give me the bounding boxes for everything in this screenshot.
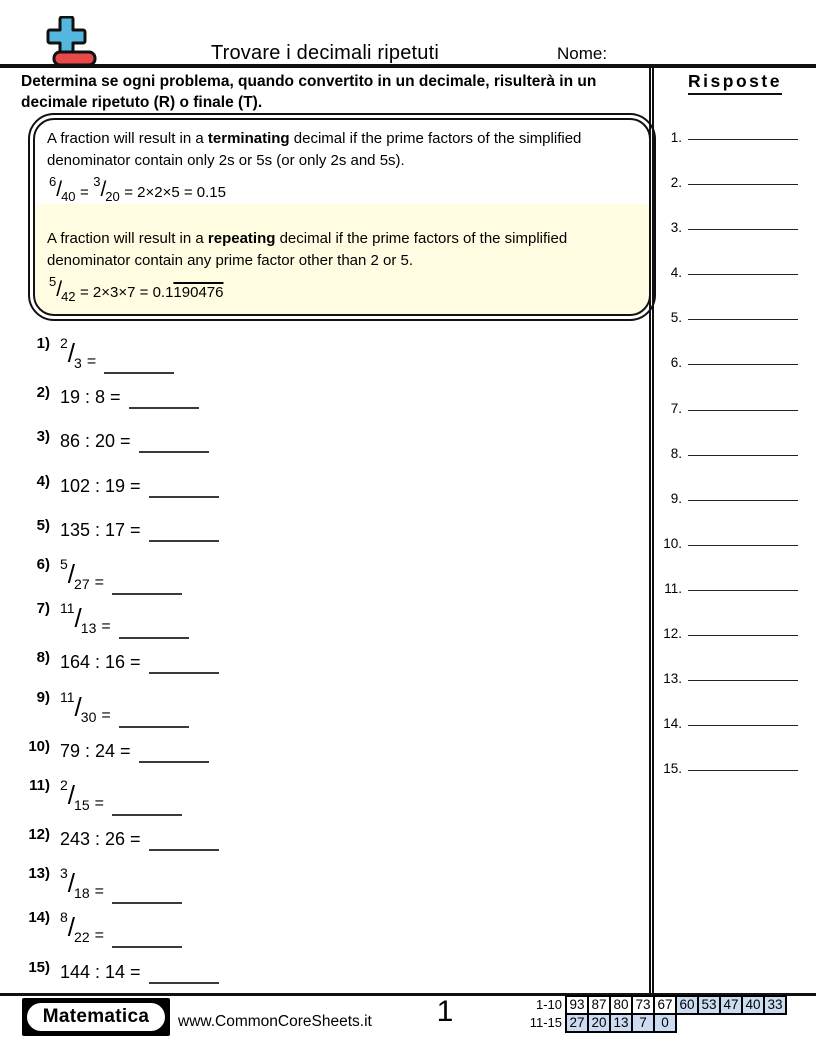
answer-line bbox=[688, 620, 798, 636]
problem-row bbox=[20, 334, 400, 378]
score-cell: 13 bbox=[609, 1013, 633, 1033]
repeating-example bbox=[49, 274, 637, 304]
answer-number: 9. bbox=[670, 490, 682, 506]
answer-number: 15. bbox=[663, 761, 682, 777]
answer-row bbox=[656, 385, 806, 430]
score-cell: 93 bbox=[565, 995, 589, 1015]
equals-sign: = bbox=[94, 883, 104, 901]
fraction-slash: / bbox=[67, 912, 75, 943]
answer-line bbox=[688, 124, 798, 140]
terminating-rule: A fraction will result in a terminating decimal if the prime factors of the simplified denominator contain only 2s or 5s (or only 2s and 5s). bbox=[47, 130, 582, 169]
fraction-denominator: 3 bbox=[74, 355, 82, 371]
answers-list bbox=[656, 114, 806, 790]
fraction-numerator: 2 bbox=[60, 335, 68, 351]
fraction-slash: / bbox=[56, 178, 62, 201]
answer-number: 7. bbox=[670, 400, 682, 416]
answer-row bbox=[656, 565, 806, 610]
answer-line bbox=[688, 304, 798, 320]
info-box bbox=[28, 113, 656, 321]
problem-row bbox=[20, 378, 400, 422]
problem-number: 2) bbox=[36, 384, 50, 402]
answer-row bbox=[656, 475, 806, 520]
problem-row bbox=[20, 908, 400, 952]
problem-row bbox=[20, 422, 400, 466]
answer-line bbox=[688, 395, 798, 411]
fraction-numerator: 3 bbox=[93, 174, 101, 189]
answer-row bbox=[656, 159, 806, 204]
equals-sign: = bbox=[94, 927, 104, 945]
answer-row bbox=[656, 430, 806, 475]
answers-column-divider bbox=[649, 68, 654, 995]
fraction-slash: / bbox=[67, 558, 75, 589]
score-cell: 40 bbox=[741, 995, 765, 1015]
fraction-numerator: 2 bbox=[60, 776, 68, 793]
answer-blank bbox=[104, 372, 174, 374]
score-cell: 7 bbox=[631, 1013, 655, 1033]
problem-number: 13) bbox=[28, 865, 50, 883]
fraction-denominator: 40 bbox=[61, 189, 76, 204]
fraction-numerator: 11 bbox=[60, 688, 75, 705]
equals-sign: = bbox=[94, 573, 104, 591]
answer-number: 8. bbox=[670, 445, 682, 461]
website-url: www.CommonCoreSheets.it bbox=[178, 1013, 372, 1030]
fraction-denominator: 13 bbox=[80, 620, 97, 637]
problem-row bbox=[20, 467, 400, 511]
page-number: 1 bbox=[436, 995, 454, 1028]
answer-blank bbox=[129, 407, 199, 409]
repeating-digits-overlined: 190476 bbox=[173, 284, 224, 301]
answer-row bbox=[656, 339, 806, 384]
answer-line bbox=[688, 440, 798, 456]
score-cell: 33 bbox=[763, 995, 787, 1015]
problem-number: 14) bbox=[28, 909, 50, 927]
answer-row bbox=[656, 294, 806, 339]
fraction-denominator: 42 bbox=[61, 289, 76, 304]
answer-line bbox=[688, 575, 798, 591]
problem-number: 6) bbox=[36, 555, 50, 573]
answer-row bbox=[656, 655, 806, 700]
division-expression: 243 : 26 = bbox=[60, 829, 141, 850]
score-row bbox=[527, 995, 787, 1015]
answer-line bbox=[688, 349, 798, 365]
problem-row bbox=[20, 776, 400, 820]
problem-number: 8) bbox=[36, 649, 50, 667]
answer-line bbox=[688, 214, 798, 230]
answer-number: 2. bbox=[670, 175, 682, 191]
answer-blank bbox=[139, 761, 209, 763]
score-table bbox=[527, 995, 787, 1033]
answer-blank bbox=[112, 814, 182, 816]
answer-row bbox=[656, 700, 806, 745]
equals-sign: = bbox=[101, 618, 111, 636]
info-box-inner bbox=[33, 118, 651, 316]
fraction-denominator: 18 bbox=[74, 885, 90, 902]
fraction-slash: / bbox=[67, 868, 75, 899]
subject-badge-label: Matematica bbox=[25, 1001, 167, 1033]
answer-row bbox=[656, 520, 806, 565]
problem-row bbox=[20, 555, 400, 599]
score-row-label: 1-10 bbox=[535, 997, 562, 1012]
answer-line bbox=[688, 755, 798, 771]
score-row-label: 11-15 bbox=[529, 1015, 562, 1030]
answer-blank bbox=[112, 593, 182, 595]
fraction-denominator: 27 bbox=[74, 575, 90, 592]
problem-number: 7) bbox=[36, 600, 50, 618]
answer-blank bbox=[119, 637, 189, 639]
instructions-text: Determina se ogni problema, quando convertito in un decimale, risulterà in un decimale ripetuto (R) o finale (T). bbox=[21, 73, 597, 111]
score-cells bbox=[565, 1013, 677, 1033]
problem-number: 3) bbox=[36, 428, 50, 446]
fraction-slash: / bbox=[67, 779, 75, 810]
fraction-slash: / bbox=[56, 278, 62, 301]
fraction-slash: / bbox=[67, 338, 75, 368]
terminating-keyword: terminating bbox=[207, 130, 290, 147]
fraction-numerator: 8 bbox=[60, 909, 68, 926]
division-expression: 19 : 8 = bbox=[60, 387, 121, 408]
answer-line bbox=[688, 710, 798, 726]
division-expression: 144 : 14 = bbox=[60, 961, 141, 982]
answer-blank bbox=[149, 540, 219, 542]
terminating-example bbox=[49, 174, 637, 204]
answers-title: Risposte bbox=[660, 71, 810, 92]
example-result: = 2×2×5 = 0.15 bbox=[124, 184, 226, 201]
answer-blank bbox=[139, 451, 209, 453]
score-row bbox=[527, 1013, 787, 1033]
answer-line bbox=[688, 485, 798, 501]
problem-row bbox=[20, 732, 400, 776]
problem-number: 10) bbox=[28, 737, 50, 755]
problem-number: 11) bbox=[29, 776, 50, 794]
page-title: Trovare i decimali ripetuti bbox=[210, 42, 440, 64]
answer-number: 12. bbox=[663, 626, 682, 642]
problem-row bbox=[20, 688, 400, 732]
answer-blank bbox=[149, 672, 219, 674]
fraction-slash: / bbox=[74, 691, 81, 722]
division-expression: 135 : 17 = bbox=[60, 519, 141, 540]
answer-row bbox=[656, 745, 806, 790]
repeating-rule: A fraction will result in a repeating decimal if the prime factors of the simplified denominator contain any prime factor other than 2 or 5. bbox=[47, 230, 568, 269]
answer-blank bbox=[149, 849, 219, 851]
answer-number: 4. bbox=[670, 265, 682, 281]
fraction-slash: / bbox=[100, 178, 106, 201]
score-cells bbox=[565, 995, 787, 1015]
fraction-numerator: 5 bbox=[60, 555, 68, 572]
subject-badge bbox=[22, 998, 170, 1036]
problem-row bbox=[20, 599, 400, 643]
score-cell: 0 bbox=[653, 1013, 677, 1033]
answer-blank bbox=[112, 902, 182, 904]
score-cell: 53 bbox=[697, 995, 721, 1015]
problem-number: 15) bbox=[28, 958, 50, 976]
answer-line bbox=[688, 530, 798, 546]
score-cell: 73 bbox=[631, 995, 655, 1015]
answer-row bbox=[656, 249, 806, 294]
equals-sign: = bbox=[80, 184, 89, 201]
answer-number: 11. bbox=[664, 580, 682, 596]
fraction-numerator: 3 bbox=[60, 865, 68, 882]
answer-row bbox=[656, 114, 806, 159]
answer-line bbox=[688, 665, 798, 681]
equals-sign: = bbox=[86, 353, 97, 370]
answer-row bbox=[656, 204, 806, 249]
score-cell: 80 bbox=[609, 995, 633, 1015]
score-cell: 87 bbox=[587, 995, 611, 1015]
problem-number: 12) bbox=[28, 826, 50, 844]
fraction-denominator: 30 bbox=[80, 708, 97, 725]
answer-number: 3. bbox=[670, 220, 682, 236]
problem-row bbox=[20, 511, 400, 555]
answer-number: 10. bbox=[663, 535, 682, 551]
score-cell: 27 bbox=[565, 1013, 589, 1033]
answer-blank bbox=[149, 982, 219, 984]
fraction-denominator: 20 bbox=[105, 189, 120, 204]
answer-line bbox=[688, 169, 798, 185]
fraction-denominator: 22 bbox=[74, 929, 90, 946]
answer-number: 1. bbox=[670, 130, 682, 145]
answer-blank bbox=[119, 726, 189, 728]
problems-list bbox=[20, 334, 400, 997]
division-expression: 86 : 20 = bbox=[60, 431, 131, 452]
score-cell: 67 bbox=[653, 995, 677, 1015]
answer-blank bbox=[149, 496, 219, 498]
answer-number: 14. bbox=[663, 716, 682, 732]
problem-number: 5) bbox=[36, 516, 50, 534]
fraction-denominator: 15 bbox=[74, 796, 90, 813]
problem-row bbox=[20, 643, 400, 687]
problem-row bbox=[20, 864, 400, 908]
problem-number: 4) bbox=[36, 472, 50, 490]
answer-number: 5. bbox=[670, 310, 682, 326]
problem-number: 9) bbox=[36, 688, 50, 706]
answer-number: 13. bbox=[663, 671, 682, 687]
answer-blank bbox=[112, 946, 182, 948]
name-label: Nome: bbox=[557, 44, 608, 63]
fraction-numerator: 6 bbox=[49, 174, 57, 189]
problem-number: 1) bbox=[36, 335, 50, 352]
problem-row bbox=[20, 953, 400, 997]
equals-sign: = bbox=[101, 706, 111, 724]
answer-number: 6. bbox=[670, 355, 682, 371]
repeating-keyword: repeating bbox=[207, 230, 276, 247]
division-expression: 79 : 24 = bbox=[60, 740, 131, 761]
equals-sign: = bbox=[94, 794, 104, 812]
fraction-numerator: 5 bbox=[49, 274, 57, 289]
answer-row bbox=[656, 610, 806, 655]
score-cell: 47 bbox=[719, 995, 743, 1015]
score-cell: 20 bbox=[587, 1013, 611, 1033]
header-divider bbox=[0, 64, 816, 68]
example-result: = 2×3×7 = 0.1 bbox=[80, 284, 174, 301]
score-cell: 60 bbox=[675, 995, 699, 1015]
fraction-slash: / bbox=[74, 603, 81, 634]
problem-row bbox=[20, 820, 400, 864]
division-expression: 164 : 16 = bbox=[60, 652, 141, 673]
fraction-numerator: 11 bbox=[60, 600, 75, 617]
division-expression: 102 : 19 = bbox=[60, 475, 141, 496]
answer-line bbox=[688, 259, 798, 275]
